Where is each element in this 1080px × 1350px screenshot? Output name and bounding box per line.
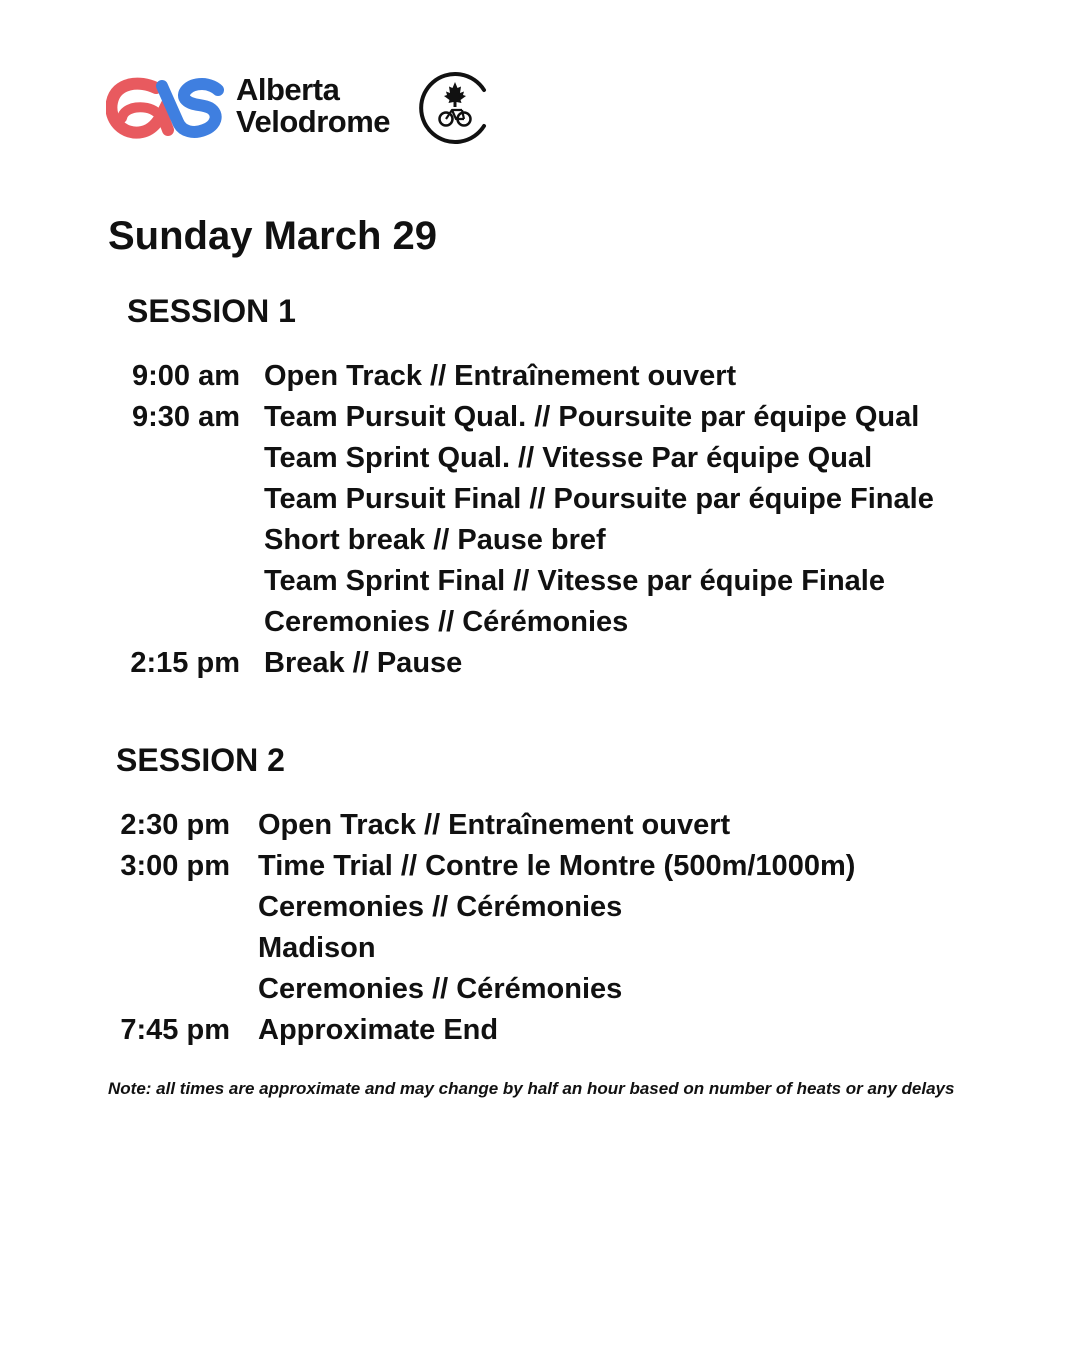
brand-wordmark [236,74,390,138]
row-event: Ceremonies // Cérémonies [258,973,623,1005]
row-event: Team Sprint Final // Vitesse par équipe Finale [264,565,885,597]
row-time: 2:30 pm [120,809,230,841]
av-logo-icon [106,76,224,140]
row-event: Short break // Pause bref [264,524,606,556]
row-event: Ceremonies // Cérémonies [258,891,623,923]
row-event: Open Track // Entraînement ouvert [264,360,737,392]
session-2-title: SESSION 2 [116,742,285,778]
disclaimer-note: Note: all times are approximate and may change by half an hour based on number of heats or any delays [108,1079,955,1098]
brand-line-1: Alberta [236,72,340,107]
row-time: 3:00 pm [120,850,230,882]
row-event: Open Track // Entraînement ouvert [258,809,731,841]
row-event: Madison [258,932,376,964]
row-event: Team Pursuit Final // Poursuite par équipe Finale [264,483,934,515]
row-time: 9:30 am [131,401,240,433]
row-event: Approximate End [258,1014,499,1046]
row-time: 2:15 pm [130,647,240,679]
row-event: Break // Pause [264,647,463,679]
session-1-title: SESSION 1 [127,293,296,329]
row-event: Ceremonies // Cérémonies [264,606,629,638]
page-title: Sunday March 29 [108,214,438,258]
row-time: 9:00 am [131,360,240,392]
row-time: 7:45 pm [120,1014,230,1046]
row-event: Team Pursuit Qual. // Poursuite par équipe Qual [264,401,920,433]
brand-line-2: Velodrome [236,104,390,139]
row-event: Team Sprint Qual. // Vitesse Par équipe Qual [264,442,873,474]
row-event: Time Trial // Contre le Montre (500m/1000m) [258,850,856,882]
cycling-canada-icon [418,70,492,146]
